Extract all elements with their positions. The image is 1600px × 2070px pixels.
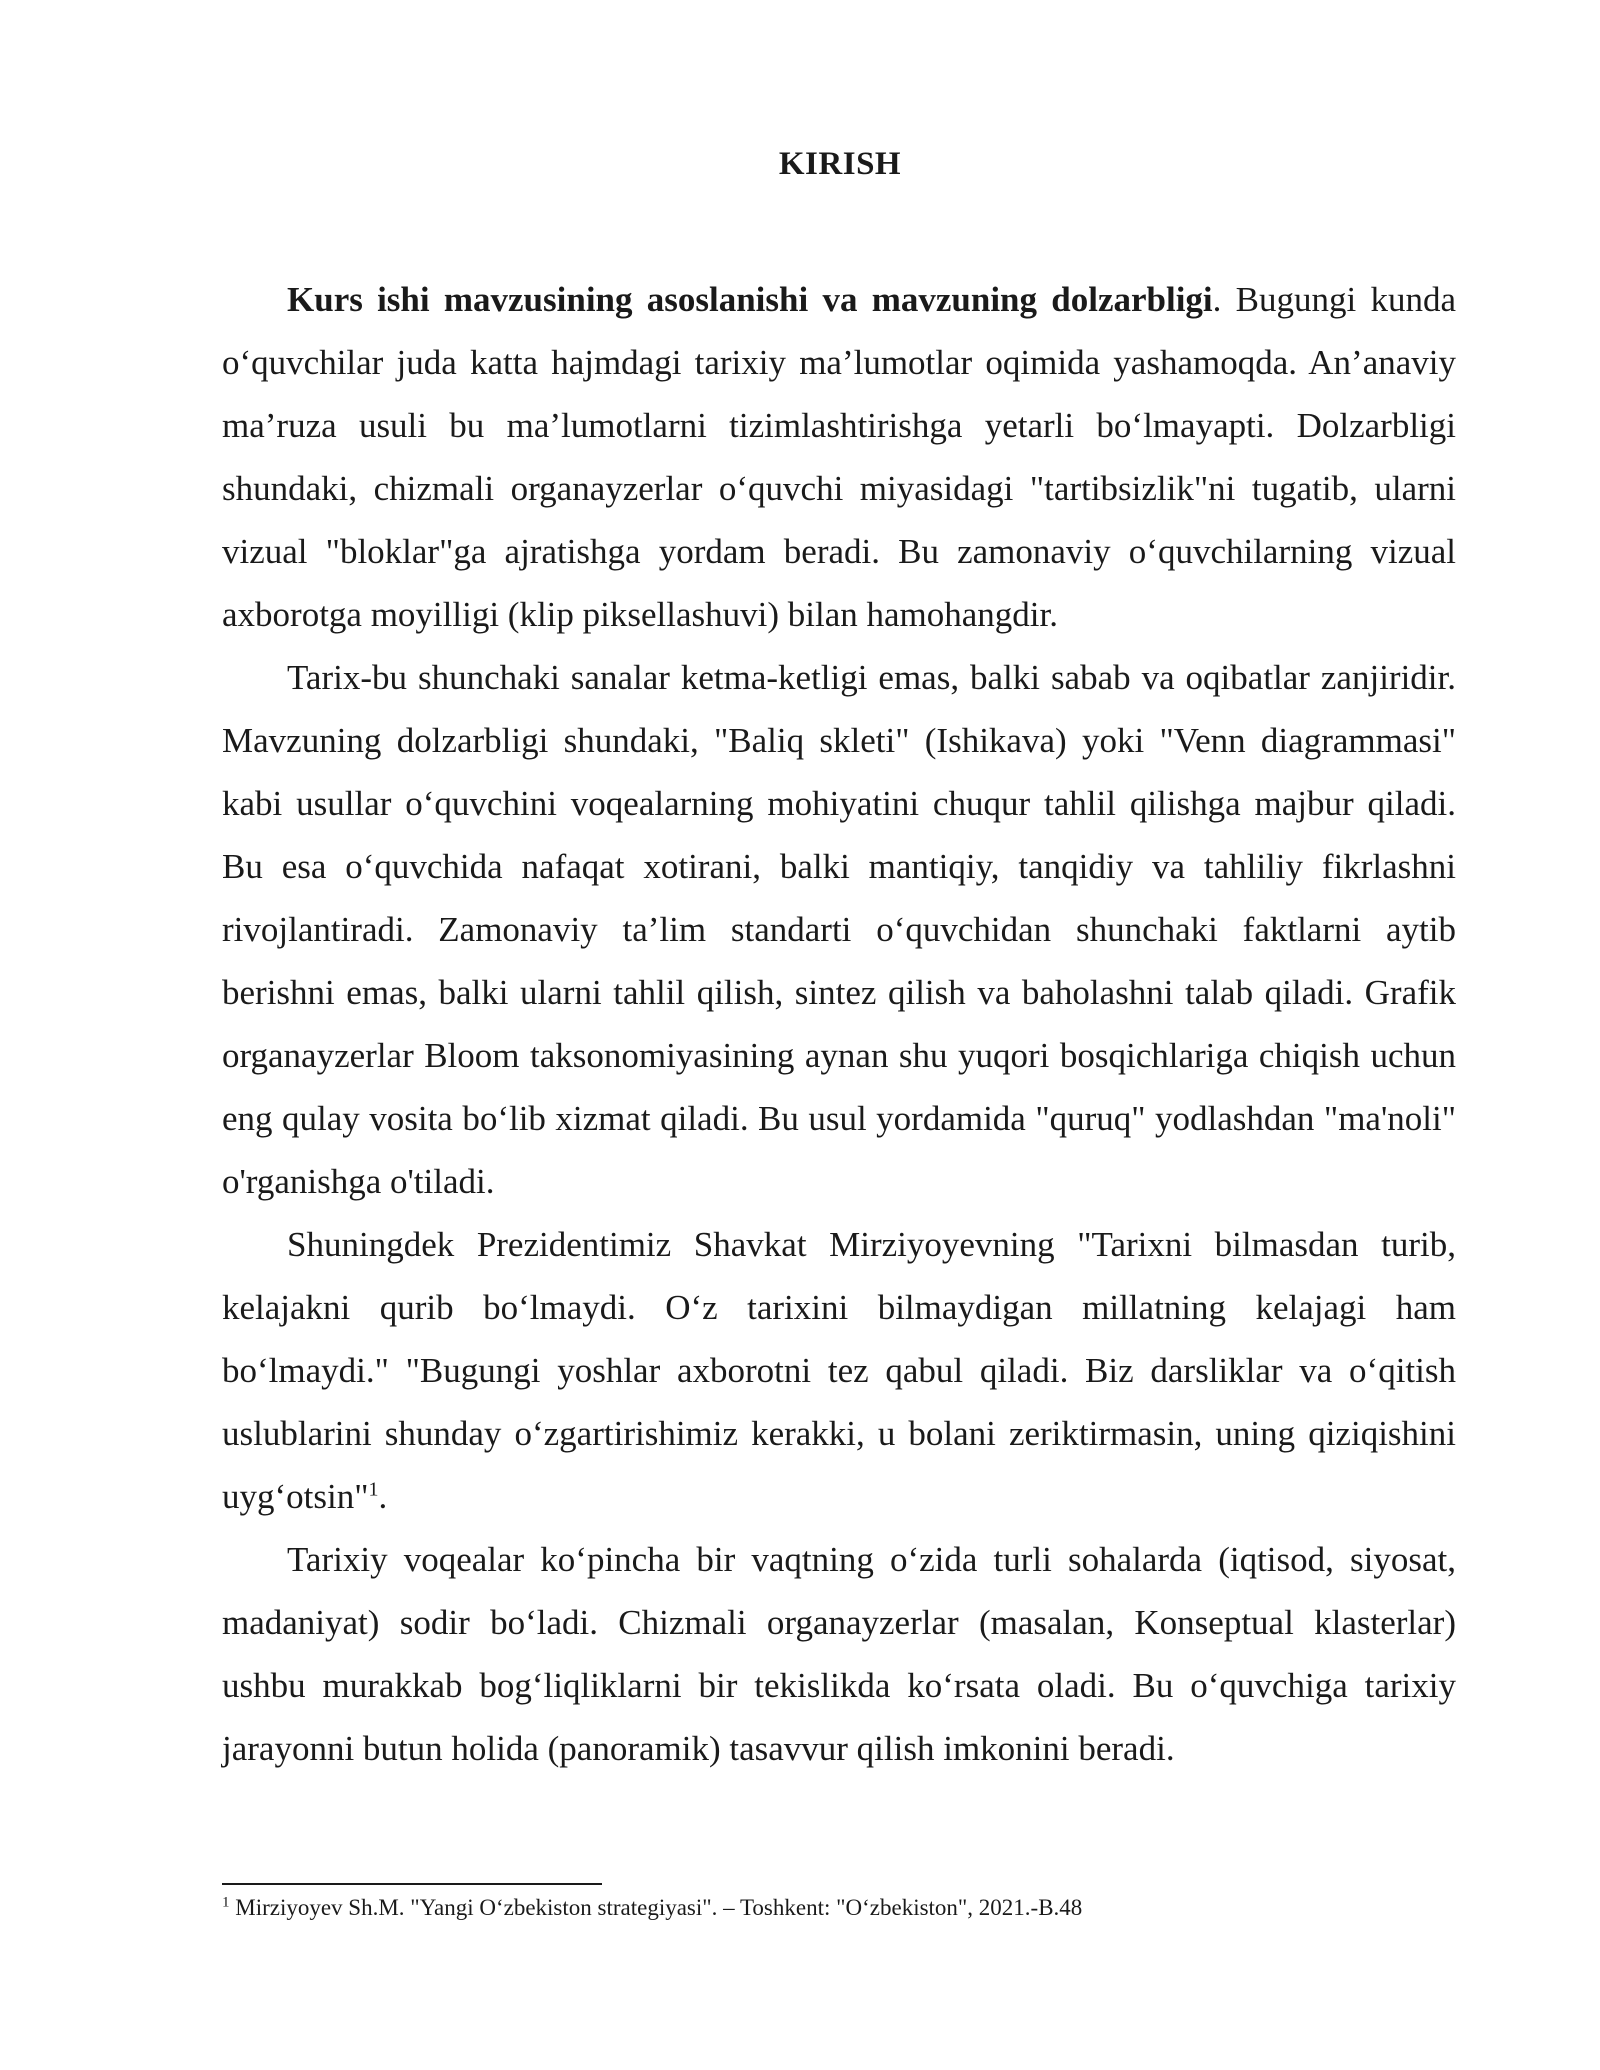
body-text [222,268,1456,1780]
footnote-reference[interactable]: 1 [368,1478,379,1501]
page-title: KIRISH [778,146,902,182]
footnote-divider [222,1883,602,1885]
paragraph-end: . [378,1477,388,1516]
paragraph-text: Shuningdek Prezidentimiz Shavkat Mirziyoyevning "Tarixni bilmasdan turib, kelajakni qurib bo‘lmaydi. O‘z tarixini bilmaydigan millatning kelajagi ham bo‘lmaydi." "Bugungi yoshlar axborotni tez qabul qiladi. Biz darsliklar va o‘qitish uslublarini shunday o‘zgartirishimiz kerakki, u bolani zeriktirmasin, uning qiziqishini uyg‘otsin" [222,1225,1456,1516]
footnote-text: Mirziyoyev Sh.M. "Yangi O‘zbekiston strategiyasi". – Toshkent: "O‘zbekiston", 2021.-B.48 [229,1895,1083,1920]
footnote [222,1893,1456,1923]
paragraph-history-chain: Tarix-bu shunchaki sanalar ketma-ketligi emas, balki sabab va oqibatlar zanjiridir. Mavzuning dolzarbligi shundaki, "Baliq skleti" (Ishikava) yoki "Venn diagrammasi" kabi usullar o‘quvchini voqealarning mohiyatini chuqur tahlil qilishga majbur qiladi. Bu esa o‘quvchida nafaqat xotirani, balki mantiqiy, tanqidiy va tahliliy fikrlashni rivojlantiradi. Zamonaviy ta’lim standarti o‘quvchidan shunchaki faktlarni aytib berishni emas, balki ularni tahlil qilish, sintez qilish va baholashni talab qiladi. Grafik organayzerlar Bloom taksonomiyasining aynan shu yuqori bosqichlariga chiqish uchun eng qulay vosita bo‘lib xizmat qiladi. Bu usul yordamida "quruq" yodlashdan "ma'noli" o'rganishga o'tiladi. [222,658,1456,1201]
footnote-marker: 1 [222,1894,230,1911]
paragraph-relevance [222,268,1456,646]
paragraph-president-quote [222,1213,1456,1528]
paragraph-text: . Bugungi kunda o‘quvchilar juda katta hajmdagi tarixiy ma’lumotlar oqimida yashamoqda. An’anaviy ma’ruza usuli bu ma’lumotlarni tizimlashtirishga yetarli bo‘lmayapti. Dolzarbligi shundaki, chizmali organayzerlar o‘quvchi miyasidagi "tartibsizlik"ni tugatib, ularni vizual "bloklar"ga ajratishga yordam beradi. Bu zamonaviy o‘quvchilarning vizual axborotga moyilligi (klip piksellashuvi) bilan hamohangdir. [222,280,1456,634]
paragraph-organizers: Tarixiy voqealar ko‘pincha bir vaqtning o‘zida turli sohalarda (iqtisod, siyosat, madaniyat) sodir bo‘ladi. Chizmali organayzerlar (masalan, Konseptual klasterlar) ushbu murakkab bog‘liqliklarni bir tekislikda ko‘rsata oladi. Bu o‘quvchiga tarixiy jarayonni butun holida (panoramik) tasavvur qilish imkonini beradi. [222,1540,1456,1768]
paragraph-lead-bold: Kurs ishi mavzusining asoslanishi va mavzuning dolzarbligi [287,280,1213,319]
